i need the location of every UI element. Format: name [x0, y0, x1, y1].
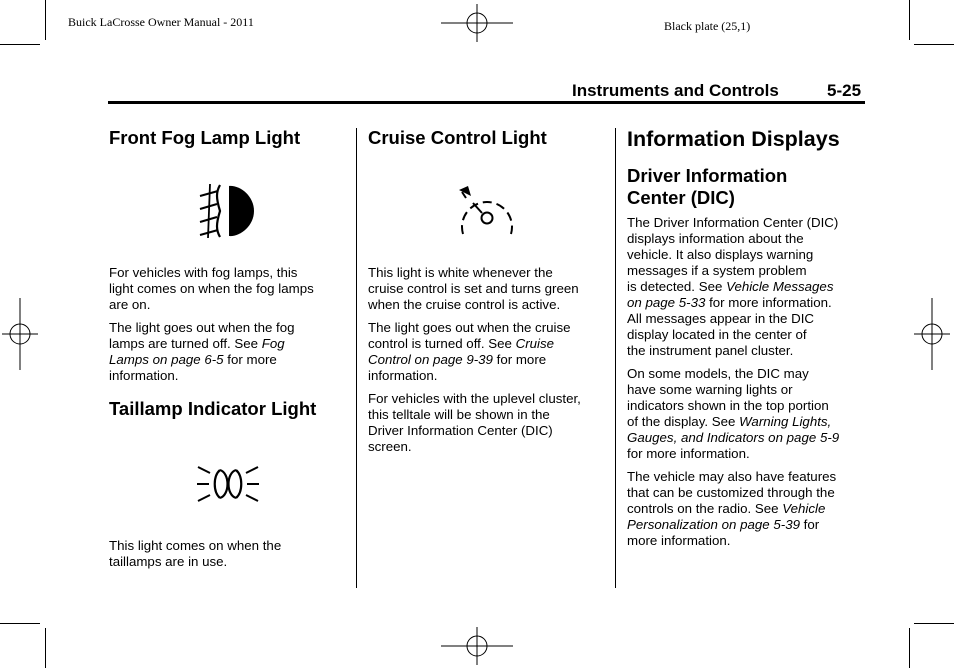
text-line: For vehicles with the uplevel cluster,: [368, 391, 581, 406]
crop-mark: [45, 0, 46, 40]
text-line: control is turned off. See: [368, 336, 516, 351]
text-line: of the display. See: [627, 414, 740, 429]
text-line: For vehicles with fog lamps, this: [109, 265, 298, 280]
text-line: have some warning lights or: [627, 382, 793, 397]
text-line: The light goes out when the cruise: [368, 320, 571, 335]
text-line: display located in the center of: [627, 327, 807, 342]
page-number: 5-25: [827, 81, 862, 100]
crop-mark: [914, 623, 954, 624]
crop-mark: [909, 628, 910, 668]
section-title-dic: [627, 165, 787, 209]
text-line: information.: [368, 368, 438, 383]
cross-reference-link[interactable]: Vehicle Messages: [726, 279, 834, 294]
text-line: displays information about the: [627, 231, 804, 246]
cross-reference-link[interactable]: Personalization on page 5-39: [627, 517, 800, 532]
crop-mark: [45, 628, 46, 668]
text-line: for more information.: [705, 295, 832, 310]
section-title-cruise: Cruise Control Light: [368, 127, 547, 148]
text-line: is detected. See: [627, 279, 727, 294]
text-line: The Driver Information Center (DIC): [627, 215, 839, 230]
cross-reference-link[interactable]: Lamps on page 6-5: [109, 352, 224, 367]
taillamp-paragraph: [109, 538, 281, 570]
text-line: for more: [492, 352, 547, 367]
text-line: The vehicle may also have features: [627, 469, 837, 484]
crop-mark: [909, 0, 910, 40]
cruise-paragraph-1: [368, 265, 579, 313]
text-line: taillamps are in use.: [109, 554, 228, 569]
registration-mark-icon: [441, 4, 513, 42]
text-line: information.: [109, 368, 179, 383]
text-line: more information.: [627, 533, 731, 548]
cruise-control-icon: [456, 184, 518, 240]
heading-line: Center (DIC): [627, 187, 735, 208]
registration-mark-icon: [441, 627, 513, 665]
column-divider: [615, 128, 616, 588]
page-title: Information Displays: [627, 127, 840, 151]
text-line: that can be customized through the: [627, 485, 835, 500]
text-line: vehicle. It also displays warning: [627, 247, 814, 262]
section-title-fog: Front Fog Lamp Light: [109, 127, 301, 148]
text-line: messages if a system problem: [627, 263, 807, 278]
cross-reference-link[interactable]: Gauges, and Indicators on page 5-9: [627, 430, 840, 445]
crop-mark: [0, 44, 40, 45]
text-line: This light is white whenever the: [368, 265, 553, 280]
fog-paragraph-2: [109, 320, 295, 384]
text-line: controls on the radio. See: [627, 501, 783, 516]
crop-mark: [0, 623, 40, 624]
section-header: Instruments and Controls: [572, 81, 779, 100]
text-line: when the cruise control is active.: [368, 297, 561, 312]
dic-paragraph-1: [627, 215, 838, 359]
cross-reference-link[interactable]: Warning Lights,: [739, 414, 832, 429]
text-line: are on.: [109, 297, 151, 312]
text-line: the instrument panel cluster.: [627, 343, 794, 358]
cruise-paragraph-2: [368, 320, 571, 384]
text-line: for: [799, 517, 820, 532]
crop-mark: [914, 44, 954, 45]
taillamp-icon: [196, 464, 260, 504]
section-title-taillamp: Taillamp Indicator Light: [109, 398, 317, 419]
cruise-paragraph-3: [368, 391, 581, 455]
cross-reference-link[interactable]: Control on page 9-39: [368, 352, 493, 367]
registration-mark-icon: [914, 298, 950, 370]
fog-paragraph-1: [109, 265, 314, 313]
header-rule: [108, 101, 865, 104]
text-line: All messages appear in the DIC: [627, 311, 814, 326]
manual-title: Buick LaCrosse Owner Manual - 2011: [68, 15, 254, 29]
text-line: lamps are turned off. See: [109, 336, 262, 351]
text-line: cruise control is set and turns green: [368, 281, 579, 296]
fog-lamp-icon: [196, 182, 258, 240]
cross-reference-link[interactable]: on page 5-33: [627, 295, 706, 310]
text-line: screen.: [368, 439, 412, 454]
column-divider: [356, 128, 357, 588]
text-line: This light comes on when the: [109, 538, 282, 553]
text-line: for more information.: [627, 446, 750, 461]
text-line: On some models, the DIC may: [627, 366, 809, 381]
text-line: light comes on when the fog lamps: [109, 281, 314, 296]
text-line: for more: [223, 352, 277, 367]
registration-mark-icon: [2, 298, 38, 370]
text-line: Driver Information Center (DIC): [368, 423, 553, 438]
cross-reference-link[interactable]: Cruise: [515, 336, 555, 351]
plate-label: Black plate (25,1): [664, 19, 751, 33]
heading-line: Driver Information: [627, 165, 788, 186]
text-line: indicators shown in the top portion: [627, 398, 829, 413]
text-line: The light goes out when the fog: [109, 320, 295, 335]
dic-paragraph-2: [627, 366, 839, 462]
cross-reference-link[interactable]: Fog: [261, 336, 285, 351]
text-line: this telltale will be shown in the: [368, 407, 550, 422]
dic-paragraph-3: [627, 469, 836, 549]
cross-reference-link[interactable]: Vehicle: [782, 501, 826, 516]
